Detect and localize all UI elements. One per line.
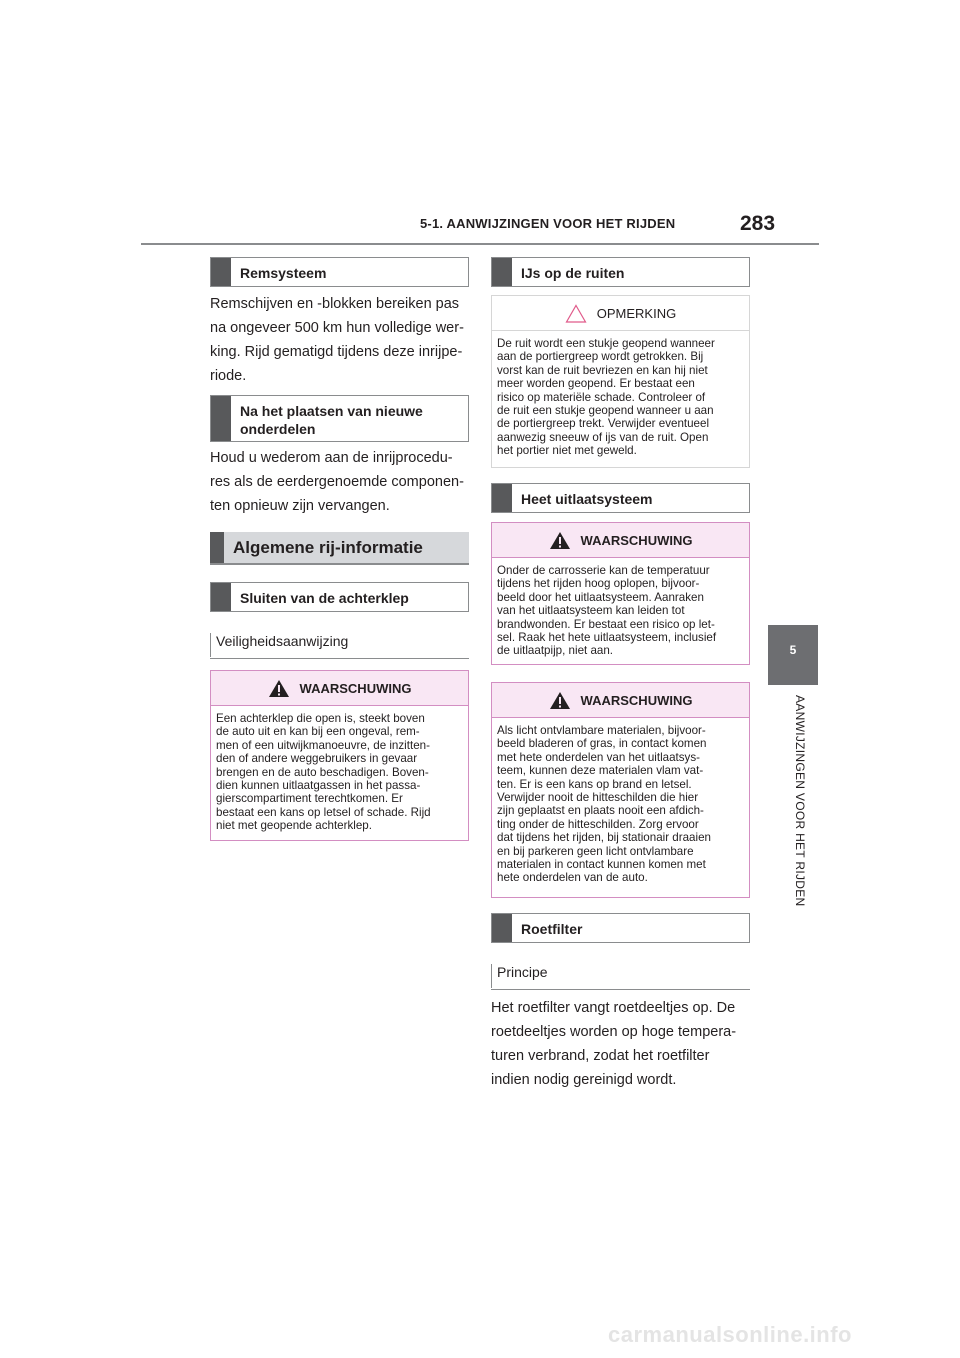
warning-triangle-icon — [549, 691, 571, 710]
warning-header — [492, 523, 749, 558]
warning-body — [492, 558, 749, 666]
text-line: dien kunnen uitlaatgassen in het passa- — [216, 779, 421, 793]
warning-body — [492, 718, 749, 893]
text-line: met hete onderdelen van het uitlaatsys- — [497, 750, 701, 764]
warning-header — [492, 683, 749, 718]
text-line: niet met geopende achterklep. — [216, 819, 372, 833]
text-line: na ongeveer 500 km hun volledige wer- — [210, 320, 464, 336]
heading-label — [231, 396, 423, 438]
heading-ijs — [491, 257, 750, 287]
subheading-veiligheid — [210, 627, 469, 659]
heading-bar — [492, 258, 512, 286]
nieuwe-onderdelen-text — [210, 446, 475, 518]
text-line: tijdens het rijden hoog oplopen, bijvoor- — [497, 577, 700, 591]
caution-triangle-icon — [565, 304, 587, 323]
heading-algemene-rij-informatie — [210, 532, 469, 565]
text-line: de portiergreep trekt. Verwijder eventueel — [497, 417, 710, 431]
text-line: aanwezig sneeuw of ijs van de ruit. Open — [497, 430, 709, 444]
subheading-principe — [491, 958, 750, 990]
heading-label: Remsysteem — [240, 265, 327, 281]
note-box-ijs — [491, 295, 750, 468]
text-line: ten. Er is een kans op brand en letsel. — [497, 777, 692, 791]
warning-box-achterklep — [210, 670, 469, 841]
text-line: aan de portiergreep wordt getrokken. Bij — [497, 350, 704, 364]
text-line: Onder de carrosserie kan de temperatuur — [497, 564, 710, 577]
heading-bar — [492, 914, 512, 942]
heading-remsysteem — [210, 257, 469, 287]
heading-label: Heet uitlaatsysteem — [521, 491, 653, 507]
text-line: sel. Raak het hete uitlaatsysteem, inclusief — [497, 631, 717, 645]
text-line: vorst kan de ruit bevriezen en kan hij niet — [497, 363, 708, 377]
heading-roetfilter — [491, 913, 750, 943]
section-title: 5-1. AANWIJZINGEN VOOR HET RIJDEN — [420, 216, 676, 231]
text-line: res als de eerdergenoemde componen- — [210, 474, 464, 490]
text-line: Verwijder nooit de hitteschilden die hier — [497, 791, 699, 805]
note-body — [492, 331, 749, 466]
text-line: de uitlaatpijp, niet aan. — [497, 644, 614, 658]
remsysteem-text — [210, 292, 475, 388]
warning-title: WAARSCHUWING — [580, 692, 693, 708]
heading-label: Roetfilter — [521, 921, 583, 937]
warning-box-uitlaat-1 — [491, 522, 750, 665]
chapter-side-label: AANWIJZINGEN VOOR HET RIJDEN — [793, 695, 807, 907]
warning-triangle-icon — [549, 531, 571, 550]
header-rule — [141, 243, 819, 245]
text-line: king. Rijd gematigd tijdens deze inrijpe- — [210, 344, 463, 360]
warning-title: WAARSCHUWING — [299, 680, 412, 696]
text-line: teem, kunnen deze materialen vlam vat- — [497, 764, 704, 778]
text-line: bestaat een kans op letsel of schade. Rijd — [216, 805, 431, 819]
text-line: men of een uitwijkmanoeuvre, de inzitten- — [216, 738, 430, 752]
warning-header — [211, 671, 468, 706]
subheading-label: Principe — [497, 964, 548, 980]
text-line: riode. — [210, 368, 247, 384]
heading-label: Algemene rij-informatie — [233, 537, 423, 557]
page-number: 283 — [740, 212, 776, 235]
text-line: De ruit wordt een stukje geopend wanneer — [497, 337, 715, 350]
heading-bar — [210, 532, 224, 563]
text-line: Het roetfilter vangt roetdeeltjes op. De — [491, 1000, 736, 1016]
note-header — [492, 296, 749, 331]
text-line: ting onder de hitteschilden. Zorg ervoor — [497, 817, 699, 831]
warning-box-uitlaat-2 — [491, 682, 750, 898]
text-line: turen verbrand, zodat het roetfilter — [491, 1048, 710, 1064]
heading-bar — [492, 484, 512, 512]
text-line: materialen in contact kunnen komen met — [497, 858, 706, 872]
warning-triangle-icon — [268, 679, 290, 698]
heading-bar — [211, 583, 231, 611]
text-line: van het uitlaatsysteem kan leiden tot — [497, 604, 685, 618]
heading-nieuwe-onderdelen — [210, 395, 469, 442]
text-line: hete onderdelen van de auto. — [497, 871, 648, 885]
text-line: het portier niet met geweld. — [497, 444, 637, 458]
watermark: carmanualsonline.info — [608, 1322, 852, 1347]
text-line: zijn geplaatst en plaats nooit een afdich- — [497, 804, 704, 818]
subheading-label: Veiligheidsaanwijzing — [216, 633, 349, 649]
text-line: de auto uit en kan bij een ongeval, rem- — [216, 725, 420, 739]
warning-title: WAARSCHUWING — [580, 532, 693, 548]
text-line: Een achterklep die open is, steekt boven — [216, 712, 425, 725]
heading-bar — [211, 258, 231, 286]
text-line: de ruit een stukje geopend wanneer u aan — [497, 404, 714, 418]
text-line: ten opnieuw zijn vervangen. — [210, 498, 390, 514]
text-line: brandwonden. Er bestaat een risico op let- — [497, 617, 715, 631]
chapter-tab: 5 — [768, 625, 818, 685]
heading-uitlaat — [491, 483, 750, 513]
heading-line: onderdelen — [240, 421, 316, 437]
text-line: indien nodig gereinigd wordt. — [491, 1072, 677, 1088]
text-line: Als licht ontvlambare materialen, bijvoor- — [497, 724, 706, 737]
heading-bar — [211, 396, 231, 441]
subheading-bar — [491, 964, 492, 988]
text-line: en bij parkeren geen licht ontvlambare — [497, 844, 694, 858]
heading-label: Sluiten van de achterklep — [240, 590, 409, 606]
text-line: dat tijdens het rijden, bij stationair draaien — [497, 831, 711, 845]
heading-label: IJs op de ruiten — [521, 265, 625, 281]
text-line: beeld bladeren of gras, in contact komen — [497, 737, 707, 751]
text-line: meer worden geopend. Er bestaat een — [497, 377, 695, 391]
heading-achterklep — [210, 582, 469, 612]
text-line: Remschijven en -blokken bereiken pas — [210, 296, 460, 312]
heading-line: Na het plaatsen van nieuwe — [240, 403, 423, 419]
text-line: roetdeeltjes worden op hoge tempera- — [491, 1024, 737, 1040]
text-line: brengen en de auto beschadigen. Boven- — [216, 765, 429, 779]
text-line: gierscompartiment terechtkomen. Er — [216, 792, 403, 806]
text-line: den of andere weggebruikers in gevaar — [216, 752, 418, 766]
text-line: beeld door het uitlaatsysteem. Aanraken — [497, 590, 704, 604]
subheading-bar — [210, 633, 211, 657]
warning-body — [211, 706, 468, 841]
text-line: Houd u wederom aan de inrijprocedu- — [210, 450, 453, 466]
roetfilter-text — [491, 996, 756, 1092]
note-title: OPMERKING — [596, 305, 677, 321]
text-line: risico op materiële schade. Controleer of — [497, 390, 706, 404]
